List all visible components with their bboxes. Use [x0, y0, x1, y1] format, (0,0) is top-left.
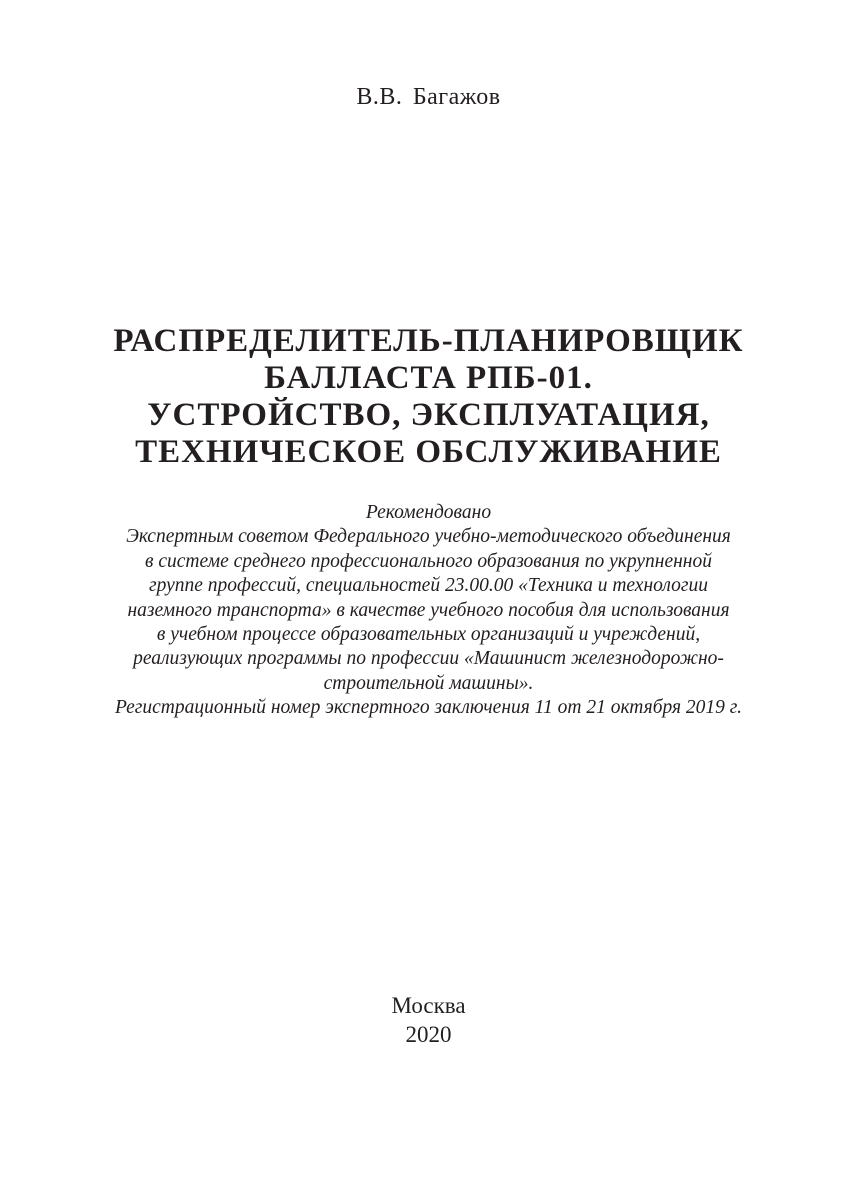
recommendation-line: наземного транспорта» в качестве учебного пособия для использования	[127, 599, 730, 621]
title-line: УСТРОЙСТВО, ЭКСПЛУАТАЦИЯ,	[147, 397, 710, 433]
recommendation-line: Регистрационный номер экспертного заключения 11 от 21 октября 2019 г.	[114, 697, 743, 719]
title-line: БАЛЛАСТА РПБ-01.	[264, 360, 593, 396]
author-name: В.В. Багажов	[356, 84, 501, 110]
recommendation-line: в учебном процессе образовательных организаций и учреждений,	[156, 624, 701, 646]
book-title	[0, 323, 857, 471]
recommendation-line: Экспертным советом Федерального учебно-методического объединения	[126, 526, 731, 548]
publication-city: Москва	[391, 993, 466, 1018]
recommendation-block	[0, 501, 857, 721]
recommendation-line: реализующих программы по профессии «Машинист железнодорожно-	[133, 648, 724, 670]
recommendation-line: Рекомендовано	[365, 502, 492, 523]
recommendation-line: группе профессий, специальностей 23.00.00 «Техника и технологии	[148, 575, 709, 597]
title-line: ТЕХНИЧЕСКОЕ ОБСЛУЖИВАНИЕ	[135, 434, 722, 470]
recommendation-line: в системе среднего профессионального образования по укрупненной	[145, 550, 712, 572]
title-line: РАСПРЕДЕЛИТЕЛЬ-ПЛАНИРОВЩИК	[113, 323, 744, 359]
publication-year: 2020	[405, 1022, 452, 1047]
imprint	[0, 991, 857, 1049]
recommendation-line: строительной машины».	[323, 672, 534, 694]
